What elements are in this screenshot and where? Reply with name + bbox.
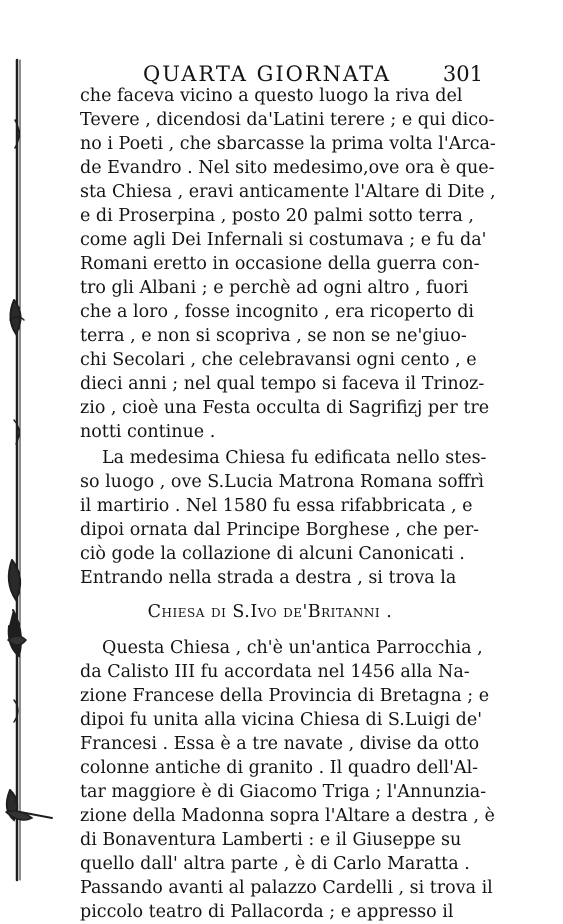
paragraph-2: [80, 446, 487, 590]
text-line: La medesima Chiesa fu edificata nello stes-: [102, 448, 487, 468]
text-line: so luogo , ove S.Lucia Matrona Romana soffrì: [80, 472, 484, 492]
body-text: [80, 84, 496, 924]
text-line: colonne antiche di granito . Il quadro dell'Al-: [80, 758, 479, 778]
text-line: zio , cioè una Festa occulta di Sagrifizj per tre: [80, 398, 490, 418]
text-line: de Evandro . Nel sito medesimo,ove ora è que-: [80, 158, 495, 178]
text-line: tro gli Albani ; e perchè ad ogni altro , fuori: [80, 278, 469, 298]
text-line: dieci anni ; nel qual tempo si faceva il Trinoz-: [80, 374, 485, 394]
text-line: quello dall' altra parte , è di Carlo Maratta .: [80, 854, 470, 874]
text-line: sta Chiesa , eravi anticamente l'Altare di Dite ,: [80, 182, 496, 202]
text-line: di Bonaventura Lamberti : e il Giuseppe su: [80, 830, 462, 850]
page-number: 301: [442, 62, 483, 86]
text-line: come agli Dei Infernali si costumava ; e fu da': [80, 230, 487, 250]
text-line: no i Poeti , che sbarcasse la prima volta l'Arca-: [80, 134, 496, 154]
text-line: Tevere , dicendosi da'Latini terere ; e qui dico-: [80, 110, 495, 130]
text-line: ciò gode la collazione di alcuni Canonicati .: [80, 544, 465, 564]
text-line: Entrando nella strada a destra , si trova la: [80, 568, 457, 588]
running-title: QUARTA GIORNATA: [143, 62, 392, 86]
paragraph-3: [80, 636, 495, 924]
text-line: tar maggiore è di Giacomo Triga ; l'Annunzia-: [80, 782, 487, 802]
text-line: Questa Chiesa , ch'è un'antica Parrocchia ,: [102, 638, 483, 658]
text-line: zione Francese della Provincia di Bretagna ; e: [80, 686, 490, 706]
text-line: dipoi fu unita alla vicina Chiesa di S.Luigi de': [80, 710, 483, 730]
text-line: e di Proserpina , posto 20 palmi sotto terra ,: [80, 206, 474, 226]
text-line: zione della Madonna sopra l'Altare a destra , è: [80, 806, 495, 826]
text-line: che faceva vicino a questo luogo la riva del: [80, 86, 463, 106]
text-line: chi Secolari , che celebravansi ogni cento , e: [80, 350, 477, 370]
text-line: dipoi ornata dal Principe Borghese , che per-: [80, 520, 480, 540]
text-line: il martirio . Nel 1580 fu essa rifabbricata , e: [80, 496, 473, 516]
text-line: che a loro , fosse incognito , era ricoperto di: [80, 302, 475, 322]
paragraph-1: [80, 84, 496, 444]
text-line: Passando avanti al palazzo Cardelli , si trova il: [80, 878, 493, 898]
text-line: piccolo teatro di Pallacorda ; e appresso il: [80, 902, 454, 922]
section-heading: Chiesa di S.Ivo de'Britanni .: [147, 602, 393, 622]
text-line: da Calisto III fu accordata nel 1456 alla Na-: [80, 662, 470, 682]
text-line: terra , e non si scopriva , se non se ne'giuo-: [80, 326, 467, 346]
text-line: Romani eretto in occasione della guerra con-: [80, 254, 480, 274]
decorative-border-ornament: [0, 0, 60, 900]
text-line: notti continue .: [80, 422, 216, 442]
text-line: Francesi . Essa è a tre navate , divise da otto: [80, 734, 480, 754]
